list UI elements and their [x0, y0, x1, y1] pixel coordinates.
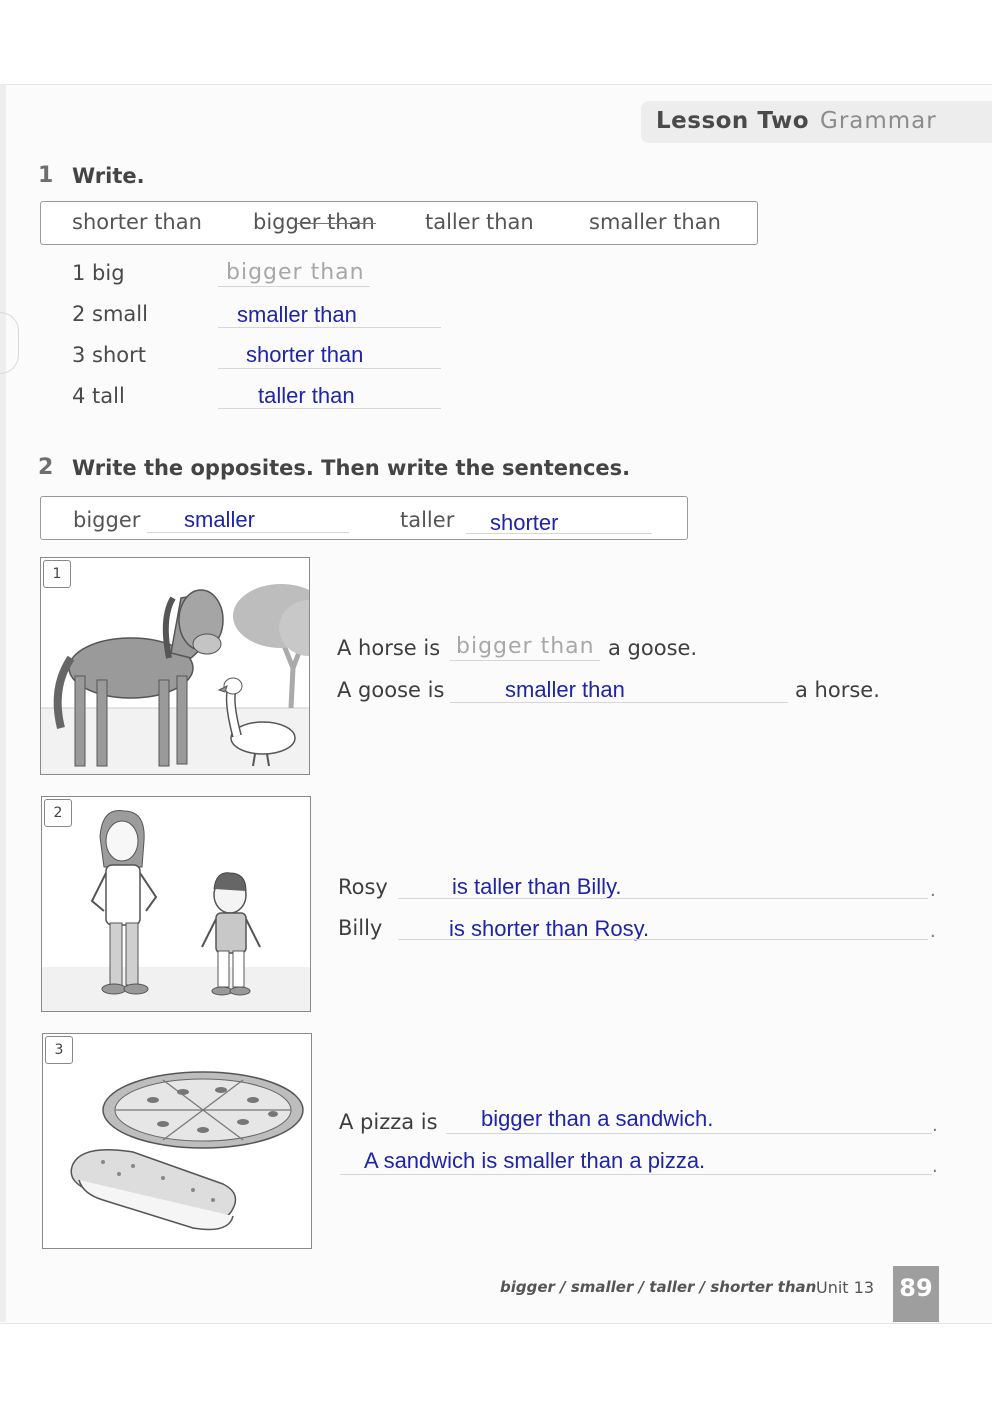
answer-field[interactable]: is shorter than Rosy.	[449, 916, 650, 941]
sentence-prefix: Rosy	[338, 875, 388, 899]
opposite-answer[interactable]: smaller	[184, 507, 255, 532]
opposite-word: bigger	[73, 508, 141, 532]
sentence-end: .	[932, 1115, 938, 1136]
page-number: 89	[893, 1266, 939, 1322]
answer-line	[466, 533, 652, 534]
answer-line	[218, 327, 441, 328]
picture-number: 1	[43, 560, 71, 588]
answer-line	[147, 532, 349, 533]
opposite-answer[interactable]: shorter	[490, 510, 559, 535]
lesson-subtitle: Grammar	[820, 108, 937, 134]
exercise-1-title: Write.	[72, 164, 145, 188]
answer-line	[450, 660, 600, 661]
opposite-word: taller	[400, 508, 455, 532]
example-answer: bigger than	[456, 634, 595, 659]
horse-goose-illustration	[41, 558, 309, 774]
sentence-end: .	[930, 921, 936, 942]
word-box-item: shorter than	[72, 210, 202, 234]
answer-field[interactable]: shorter than	[246, 342, 364, 367]
page-notch	[0, 312, 19, 374]
answer-line	[398, 898, 928, 899]
exercise-1-item-label: 4 tall	[72, 384, 125, 408]
word-box-item: smaller than	[589, 210, 721, 234]
answer-field[interactable]: taller than	[258, 383, 355, 408]
sentence-end: .	[932, 1156, 938, 1177]
answer-line	[446, 1133, 932, 1134]
answer-field[interactable]: bigger than a sandwich.	[481, 1106, 714, 1131]
answer-field[interactable]: A sandwich is smaller than a pizza.	[364, 1148, 706, 1173]
example-answer: bigger than	[226, 260, 365, 285]
exercise-2-title: Write the opposites. Then write the sentences.	[72, 456, 631, 480]
footer-topic: bigger / smaller / taller / shorter than	[500, 1278, 817, 1296]
answer-field[interactable]: smaller than	[505, 677, 625, 702]
exercise-1-item-label: 1 big	[72, 261, 125, 285]
answer-field[interactable]: is taller than Billy.	[452, 874, 622, 899]
exercise-1-item-label: 3 short	[72, 343, 147, 367]
exercise-1-item-label: 2 small	[72, 302, 148, 326]
picture-pizza-sandwich	[42, 1033, 312, 1249]
answer-line	[398, 939, 928, 940]
sentence-prefix: A horse is	[337, 636, 441, 660]
page-binding-edge	[0, 84, 6, 1322]
children-illustration	[42, 797, 310, 1011]
exercise-2-number: 2	[38, 455, 54, 480]
sentence-prefix: A pizza is	[339, 1110, 438, 1134]
lesson-title: Lesson Two	[656, 108, 810, 134]
picture-number: 3	[45, 1036, 73, 1064]
sentence-end: .	[930, 880, 936, 901]
answer-line	[218, 408, 441, 409]
exercise-1-number: 1	[38, 163, 54, 188]
picture-number: 2	[44, 799, 72, 827]
sentence-suffix: a horse.	[795, 678, 880, 702]
answer-line	[450, 702, 788, 703]
sentence-prefix: A goose is	[337, 678, 445, 702]
picture-horse-goose	[40, 557, 310, 775]
answer-line	[218, 286, 370, 287]
word-box-item: bigger than	[253, 210, 375, 234]
word-box-item: taller than	[425, 210, 534, 234]
pizza-sandwich-illustration	[43, 1034, 311, 1248]
footer-unit: Unit 13	[816, 1278, 875, 1297]
answer-line	[218, 368, 441, 369]
picture-rosy-billy	[41, 796, 311, 1012]
answer-field[interactable]: smaller than	[237, 302, 357, 327]
strike-line	[296, 223, 376, 224]
sentence-suffix: a goose.	[608, 636, 698, 660]
answer-line	[340, 1174, 932, 1175]
sentence-prefix: Billy	[338, 916, 383, 940]
